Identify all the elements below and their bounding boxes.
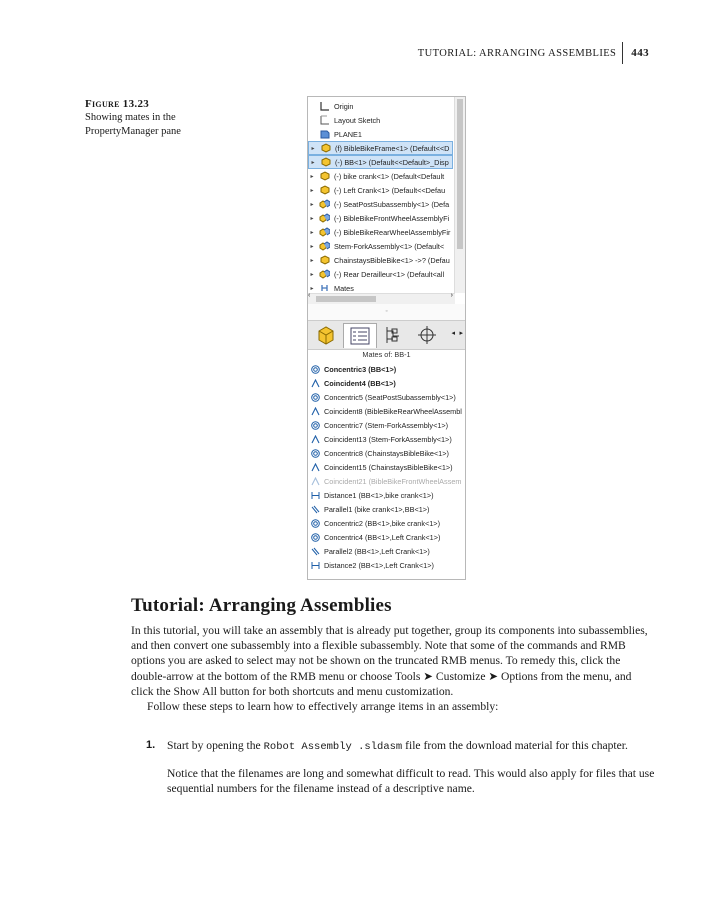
mate-item[interactable]: [308, 376, 465, 390]
mate-item[interactable]: [308, 544, 465, 558]
mate-item[interactable]: [308, 404, 465, 418]
tree-item-label: Layout Sketch: [334, 115, 381, 125]
mate-label: Distance1 (BB<1>,bike crank<1>): [324, 490, 434, 500]
figure-label: Figure 13.23: [85, 98, 150, 110]
mate-label: Concentric8 (ChainstaysBibleBike<1>): [324, 448, 449, 458]
expand-arrow-icon[interactable]: ▸: [310, 285, 314, 292]
coincident-mate-icon: [311, 435, 320, 444]
header-divider: [622, 42, 623, 64]
mate-label: Coincident13 (Stem-ForkAssembly<1>): [324, 434, 452, 444]
tree-item[interactable]: [308, 239, 453, 253]
mate-item[interactable]: [308, 558, 465, 572]
part-icon: [319, 171, 330, 181]
distance-mate-icon: [311, 491, 320, 500]
expand-arrow-icon[interactable]: ▸: [310, 187, 314, 194]
tree-item[interactable]: [308, 113, 453, 127]
mate-item[interactable]: [308, 516, 465, 530]
scrollbar-thumb[interactable]: [457, 99, 463, 249]
expand-arrow-icon[interactable]: ▸: [310, 243, 314, 250]
tree-item-label: Stem-ForkAssembly<1> (Default<: [334, 241, 445, 251]
mate-label: Concentric2 (BB<1>,bike crank<1>): [324, 518, 441, 528]
origin-icon: [319, 101, 330, 111]
part-icon: [320, 157, 331, 167]
mate-item[interactable]: [308, 530, 465, 544]
mate-item[interactable]: [308, 362, 465, 376]
coincident-mate-icon: [311, 477, 320, 486]
featuremanager-tab[interactable]: [310, 323, 342, 347]
configurationmanager-tab[interactable]: [377, 323, 409, 347]
concentric-mate-icon: [311, 421, 320, 430]
pane-splitter[interactable]: ◦: [308, 304, 465, 320]
expand-arrow-icon[interactable]: ▸: [310, 173, 314, 180]
configuration-icon: [377, 323, 409, 347]
mate-label: Coincident15 (ChainstaysBibleBike<1>): [324, 462, 453, 472]
coincident-mate-icon: [311, 407, 320, 416]
mate-label: Parallel1 (bike crank<1>,BB<1>): [324, 504, 430, 514]
tree-item[interactable]: [308, 267, 453, 281]
assembly-icon: [319, 227, 330, 237]
tree-item[interactable]: [308, 225, 453, 239]
assembly-icon: [319, 269, 330, 279]
mate-item[interactable]: [308, 432, 465, 446]
tree-item[interactable]: [308, 183, 453, 197]
expand-arrow-icon[interactable]: ▸: [311, 145, 315, 152]
tree-item[interactable]: [308, 141, 453, 155]
concentric-mate-icon: [311, 365, 320, 374]
plane-icon: [319, 129, 330, 139]
mate-item[interactable]: [308, 474, 465, 488]
intro-text: [131, 623, 656, 714]
coincident-mate-icon: [311, 463, 320, 472]
tree-item-label: (-) Left Crank<1> (Default<<Defau: [334, 185, 446, 195]
step-text: Start by opening the Robot Assembly .sldasm file from the download material for this chapter.: [167, 739, 628, 753]
crosshair-icon: [411, 323, 443, 347]
concentric-mate-icon: [311, 449, 320, 458]
section-heading: Tutorial: Arranging Assemblies: [131, 595, 392, 616]
tree-item-label: (-) Rear Derailleur<1> (Default<all: [334, 269, 445, 279]
assembly-icon: [319, 241, 330, 251]
expand-arrow-icon[interactable]: ▸: [310, 201, 314, 208]
mate-label: Parallel2 (BB<1>,Left Crank<1>): [324, 546, 430, 556]
tab-scroll-right-icon[interactable]: ▸: [459, 330, 463, 337]
propertymanager-tab[interactable]: [343, 323, 377, 348]
mate-label: Coincident8 (BibleBikeRearWheelAssembl: [324, 406, 462, 416]
mate-item[interactable]: [308, 488, 465, 502]
mate-item[interactable]: [308, 460, 465, 474]
tree-item[interactable]: [308, 253, 453, 267]
tree-item-label: (-) BB<1> (Default<<Default>_Disp: [335, 157, 449, 167]
running-title: TUTORIAL: ARRANGING ASSEMBLIES: [417, 47, 617, 59]
mate-label: Distance2 (BB<1>,Left Crank<1>): [324, 560, 434, 570]
sketch-icon: [319, 115, 330, 125]
feature-tree: [308, 97, 465, 293]
tree-item[interactable]: [308, 155, 453, 169]
scrollbar-thumb[interactable]: [316, 296, 376, 302]
tree-item-label: (f) BibleBikeFrame<1> (Default<<D: [335, 143, 450, 153]
concentric-mate-icon: [311, 519, 320, 528]
dimxpert-tab[interactable]: [411, 323, 443, 347]
scroll-right-icon[interactable]: ›: [450, 292, 453, 299]
steps-intro: Follow these steps to learn how to effectively arrange items in an assembly:: [147, 700, 499, 714]
tree-item-label: ChainstaysBibleBike<1> ->? (Defau: [334, 255, 450, 265]
mate-item[interactable]: [308, 390, 465, 404]
assembly-icon: [319, 213, 330, 223]
step-number: 1.: [146, 739, 156, 751]
running-header: [418, 42, 649, 64]
part-cube-icon: [310, 323, 342, 347]
expand-arrow-icon[interactable]: ▸: [310, 215, 314, 222]
tree-item[interactable]: [308, 169, 453, 183]
caption-line-2: PropertyManager pane: [85, 126, 181, 137]
part-icon: [320, 143, 331, 153]
concentric-mate-icon: [311, 393, 320, 402]
tree-item-label: Origin: [334, 101, 354, 111]
screenshot-panel: [307, 96, 466, 580]
mate-label: Coincident21 (BibleBikeFrontWheelAssem: [324, 476, 462, 486]
coincident-mate-icon: [311, 379, 320, 388]
mates-of-header: Mates of: BB-1: [362, 350, 411, 359]
tree-item-label: Mates: [334, 283, 354, 293]
body-paragraph: In this tutorial, you will take an assembly that is already put together, group its components into subassemblies, and then convert one subassembly into a flexible subassembly. Note that some of the commands and RMB options you are asked to select may not be shown on the truncated RMB menus. To remedy this, click the double-arrow at the bottom of the RMB menu or choose Tools ➤ Customize ➤ Options from the menu, and click the Show All button for both shortcuts and menu customization.: [131, 624, 648, 698]
tree-item-label: (-) bike crank<1> (Default<Default: [334, 171, 445, 181]
property-list-icon: [344, 324, 376, 348]
step-note: Notice that the filenames are long and somewhat difficult to read. This would also apply for files that use sequential numbers for the filename instead of a descriptive name.: [167, 767, 655, 796]
mate-label: Concentric3 (BB<1>): [324, 364, 397, 374]
mate-label: Coincident4 (BB<1>): [324, 378, 396, 388]
step-1: [146, 738, 656, 797]
concentric-mate-icon: [311, 533, 320, 542]
tree-item-label: PLANE1: [334, 129, 362, 139]
tree-item-label: (-) SeatPostSubassembly<1> (Defa: [334, 199, 450, 209]
mate-item[interactable]: [308, 418, 465, 432]
parallel-mate-icon: [311, 547, 320, 556]
horizontal-scrollbar[interactable]: [308, 293, 455, 304]
mate-label: Concentric5 (SeatPostSubassembly<1>): [324, 392, 456, 402]
expand-arrow-icon[interactable]: ▸: [311, 159, 315, 166]
caption-line-1: Showing mates in the: [85, 112, 176, 123]
tree-item[interactable]: [308, 99, 453, 113]
vertical-scrollbar[interactable]: [454, 97, 465, 293]
tree-item-label: (-) BibleBikeRearWheelAssemblyFir: [334, 227, 451, 237]
tree-item-label: (-) BibleBikeFrontWheelAssemblyFi: [334, 213, 450, 223]
parallel-mate-icon: [311, 505, 320, 514]
expand-arrow-icon[interactable]: ▸: [310, 257, 314, 264]
manager-tabs: [308, 320, 465, 350]
scroll-left-icon[interactable]: ‹: [308, 292, 311, 299]
distance-mate-icon: [311, 561, 320, 570]
part-icon: [319, 185, 330, 195]
tree-item[interactable]: [308, 197, 453, 211]
mate-label: Concentric4 (BB<1>,Left Crank<1>): [324, 532, 441, 542]
page-number: 443: [631, 47, 649, 59]
expand-arrow-icon[interactable]: ▸: [310, 229, 314, 236]
mate-item[interactable]: [308, 502, 465, 516]
tree-item[interactable]: [308, 211, 453, 225]
tree-item[interactable]: [308, 127, 453, 141]
mates-icon: [319, 283, 330, 293]
filename: Robot Assembly .sldasm: [263, 741, 403, 753]
assembly-icon: [319, 199, 330, 209]
mate-label: Concentric7 (Stem-ForkAssembly<1>): [324, 420, 449, 430]
figure-caption: [85, 97, 245, 139]
tab-scroll-left-icon[interactable]: ◂: [451, 330, 455, 337]
mate-item[interactable]: [308, 446, 465, 460]
part-icon: [319, 255, 330, 265]
expand-arrow-icon[interactable]: ▸: [310, 271, 314, 278]
